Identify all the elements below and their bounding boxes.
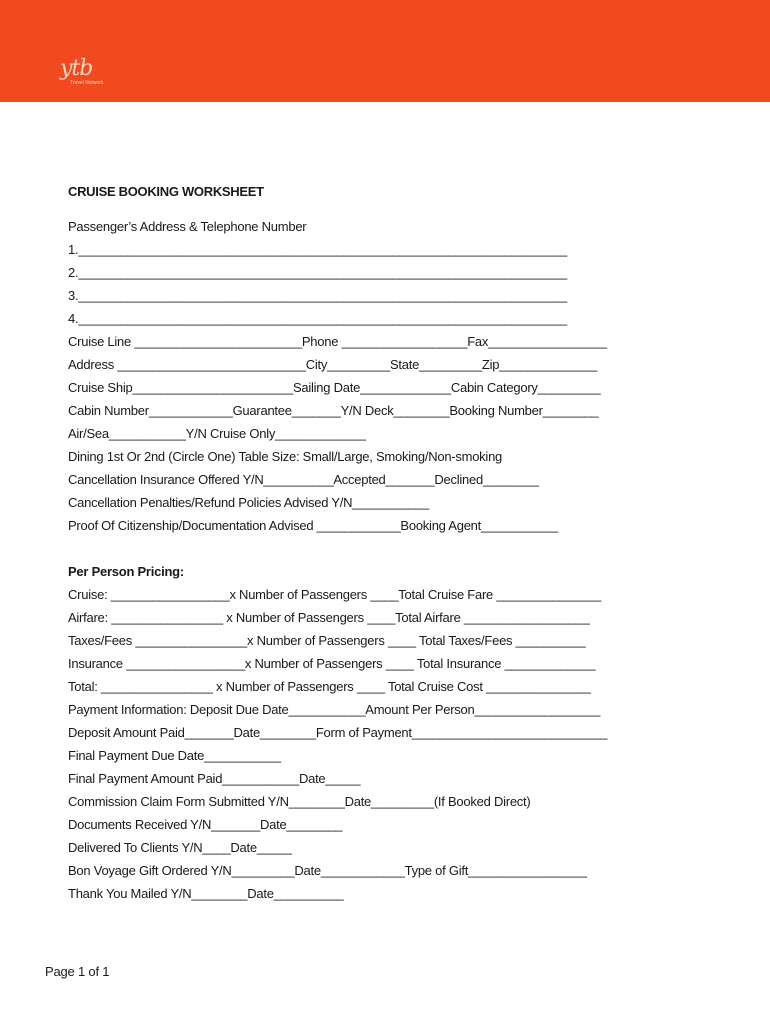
logo-script: ytb (60, 56, 93, 81)
final-payment-amount-row[interactable]: Final Payment Amount Paid___________Date_____ (68, 771, 361, 786)
cabin-number-row[interactable]: Cabin Number____________Guarantee_______Y/N Deck________Booking Number________ (68, 403, 599, 418)
thank-you-mailed-row[interactable]: Thank You Mailed Y/N________Date__________ (68, 886, 344, 901)
page-title: CRUISE BOOKING WORKSHEET (68, 184, 264, 199)
cruise-line-row[interactable]: Cruise Line ________________________Phone __________________Fax_________________ (68, 334, 607, 349)
taxes-pricing-row[interactable]: Taxes/Fees ________________x Number of Passengers ____ Total Taxes/Fees __________ (68, 633, 586, 648)
form-line: Passenger’s Address & Telephone Number (68, 219, 307, 234)
proof-of-citizenship-row[interactable]: Proof Of Citizenship/Documentation Advised ____________Booking Agent___________ (68, 518, 558, 533)
cruise-ship-row[interactable]: Cruise Ship_______________________Sailing Date_____________Cabin Category_________ (68, 380, 601, 395)
commission-claim-row[interactable]: Commission Claim Form Submitted Y/N________Date_________(If Booked Direct) (68, 794, 531, 809)
final-payment-due-row[interactable]: Final Payment Due Date___________ (68, 748, 281, 763)
logo-tagline: Travel Network (70, 80, 104, 86)
deposit-amount-row[interactable]: Deposit Amount Paid_______Date________Form of Payment____________________________ (68, 725, 608, 740)
documents-received-row[interactable]: Documents Received Y/N_______Date________ (68, 817, 343, 832)
cancellation-insurance-row[interactable]: Cancellation Insurance Offered Y/N__________Accepted_______Declined________ (68, 472, 539, 487)
airfare-pricing-row[interactable]: Airfare: ________________ x Number of Passengers ____Total Airfare __________________ (68, 610, 590, 625)
total-pricing-row[interactable]: Total: ________________ x Number of Passengers ____ Total Cruise Cost _______________ (68, 679, 591, 694)
header-band (0, 0, 770, 102)
address-line-2[interactable]: 2.______________________________________________________________________ (68, 265, 567, 280)
insurance-pricing-row[interactable]: Insurance _________________x Number of Passengers ____ Total Insurance _____________ (68, 656, 596, 671)
cancellation-penalties-row[interactable]: Cancellation Penalties/Refund Policies Advised Y/N___________ (68, 495, 430, 510)
address-line-1[interactable]: 1.______________________________________________________________________ (68, 242, 567, 257)
air-sea-row[interactable]: Air/Sea___________Y/N Cruise Only_____________ (68, 426, 366, 441)
address-line-4[interactable]: 4.______________________________________________________________________ (68, 311, 567, 326)
dining-row: Dining 1st Or 2nd (Circle One) Table Size: Small/Large, Smoking/Non-smoking (68, 449, 503, 464)
delivered-to-clients-row[interactable]: Delivered To Clients Y/N____Date_____ (68, 840, 292, 855)
cruise-pricing-row[interactable]: Cruise: _________________x Number of Passengers ____Total Cruise Fare _______________ (68, 587, 602, 602)
page-number: Page 1 of 1 (45, 964, 110, 979)
address-row[interactable]: Address ___________________________City_________State_________Zip______________ (68, 357, 597, 372)
address-line-3[interactable]: 3.______________________________________________________________________ (68, 288, 567, 303)
payment-information-row[interactable]: Payment Information: Deposit Due Date___________Amount Per Person__________________ (68, 702, 601, 717)
worksheet-content (68, 184, 628, 909)
bon-voyage-gift-row[interactable]: Bon Voyage Gift Ordered Y/N_________Date____________Type of Gift_________________ (68, 863, 587, 878)
pricing-section-title: Per Person Pricing: (68, 564, 184, 579)
brand-logo (60, 58, 112, 92)
